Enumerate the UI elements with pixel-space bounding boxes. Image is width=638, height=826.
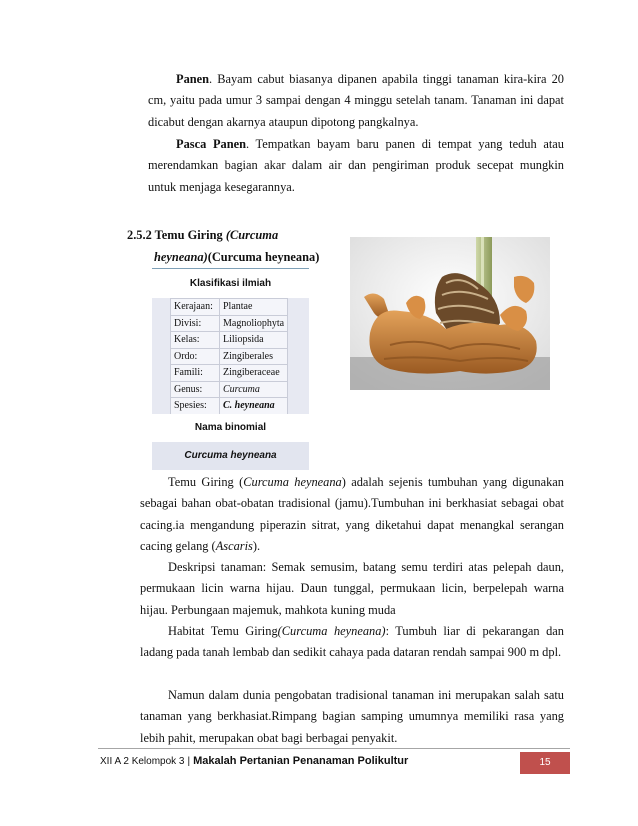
taxonomy-value: C. heyneana — [220, 398, 288, 415]
habitat-text-a: Habitat Temu Giring — [168, 624, 278, 638]
section-latin-1: (Curcuma — [225, 228, 279, 242]
footer-divider — [98, 748, 570, 749]
footer-book-title: Makalah Pertanian Penanaman Polikultur — [193, 755, 409, 767]
temu-giring-intro-paragraph — [140, 472, 564, 558]
binomial-title: Nama binomial — [152, 414, 309, 442]
panen-lead: Panen — [176, 72, 210, 86]
habitat-species: (Curcuma heyneana) — [277, 624, 386, 638]
taxonomy-value: Magnoliophyta — [220, 315, 288, 332]
taxonomy-key: Famili: — [171, 365, 220, 382]
table-row — [171, 299, 288, 316]
footer-separator: | — [187, 756, 191, 767]
taxonomy-value: Curcuma — [220, 381, 288, 398]
intro-species: Curcuma heyneana — [243, 475, 342, 489]
panen-text: . Bayam cabut biasanya dipanen apabila tinggi tanaman kira-kira 20 cm, yaitu pada umur 3 sampai dengan 4 minggu setelah tanam. Tanaman ini dapat dicabut dengan akarnya ataupun dipotong pangkalnya. — [148, 72, 564, 129]
table-row — [171, 365, 288, 382]
habitat-text-b: : Tumbuh liar di pekarangan dan ladang pada tanah lembab dan sedikit cahaya pada dataran rendah sampai 900 m dpl. — [140, 624, 565, 660]
table-row — [171, 332, 288, 349]
intro-text-b: ) adalah sejenis tumbuhan yang digunakan sebagai bahan obat-obatan tradisional (jamu).Tumbuhan ini berkhasiat sebagai obat cacing.ia mengandung piperazin sitrat, yang diketahui dapat menangkal serangan cacing gelang ( — [140, 475, 564, 554]
section-latin-3: (Curcuma heyneana) — [207, 250, 320, 264]
taxobox-body — [152, 298, 309, 414]
pasca-panen-lead: Pasca Panen — [176, 137, 246, 151]
footer-group: XII A 2 Kelompok 3 — [100, 756, 185, 767]
table-row — [171, 381, 288, 398]
taxonomy-key: Kerajaan: — [171, 299, 220, 316]
intro-text-a: Temu Giring ( — [168, 475, 244, 489]
binomial-name: Curcuma heyneana — [152, 442, 309, 470]
deskripsi-paragraph — [140, 557, 564, 621]
pengobatan-paragraph — [140, 685, 564, 749]
taxonomy-key: Kelas: — [171, 332, 220, 349]
taxonomy-value: Plantae — [220, 299, 288, 316]
deskripsi-text: Deskripsi tanaman: Semak semusim, batang semu terdiri atas pelepah daun, permukaan licin warna hijau. Daun tunggal, permukaan licin, berpelepah warna hijau. Perbungaan majemuk, mahkota kuning muda — [140, 560, 564, 617]
rhizome-illustration — [350, 237, 550, 390]
intro-text-c: ). — [252, 539, 261, 554]
section-heading — [127, 224, 319, 268]
panen-paragraph — [148, 69, 564, 133]
taxonomy-key: Divisi: — [171, 315, 220, 332]
taxobox — [152, 268, 309, 470]
page-footer — [100, 755, 408, 767]
taxonomy-key: Ordo: — [171, 348, 220, 365]
table-row — [171, 398, 288, 415]
intro-ascaris: Ascaris — [215, 539, 253, 554]
pasca-panen-text: . Tempatkan bayam baru panen di tempat yang teduh atau merendamkan bagian akar dalam air dan pengiriman produk secepat mungkin untuk menjaga kesegarannya. — [148, 137, 564, 194]
page-number: 15 — [520, 752, 570, 774]
section-number-title: 2.5.2 Temu Giring — [127, 228, 223, 242]
table-row — [171, 348, 288, 365]
table-row — [171, 315, 288, 332]
pasca-panen-paragraph — [148, 134, 564, 198]
taxonomy-key: Spesies: — [171, 398, 220, 415]
habitat-paragraph — [140, 621, 564, 664]
taxonomy-key: Genus: — [171, 381, 220, 398]
pengobatan-text: Namun dalam dunia pengobatan tradisional tanaman ini merupakan salah satu tanaman yang berkhasiat.Rimpang bagian samping umumnya memiliki rasa yang lebih pahit, merupakan obat bagi berbagai penyakit. — [140, 688, 564, 745]
taxonomy-table — [170, 298, 288, 415]
taxonomy-value: Liliopsida — [220, 332, 288, 349]
taxobox-title: Klasifikasi ilmiah — [152, 268, 309, 299]
temu-giring-rhizome-photo — [350, 237, 550, 390]
taxonomy-value: Zingiberaceae — [220, 365, 288, 382]
section-latin-2: heyneana) — [154, 250, 208, 264]
taxonomy-value: Zingiberales — [220, 348, 288, 365]
